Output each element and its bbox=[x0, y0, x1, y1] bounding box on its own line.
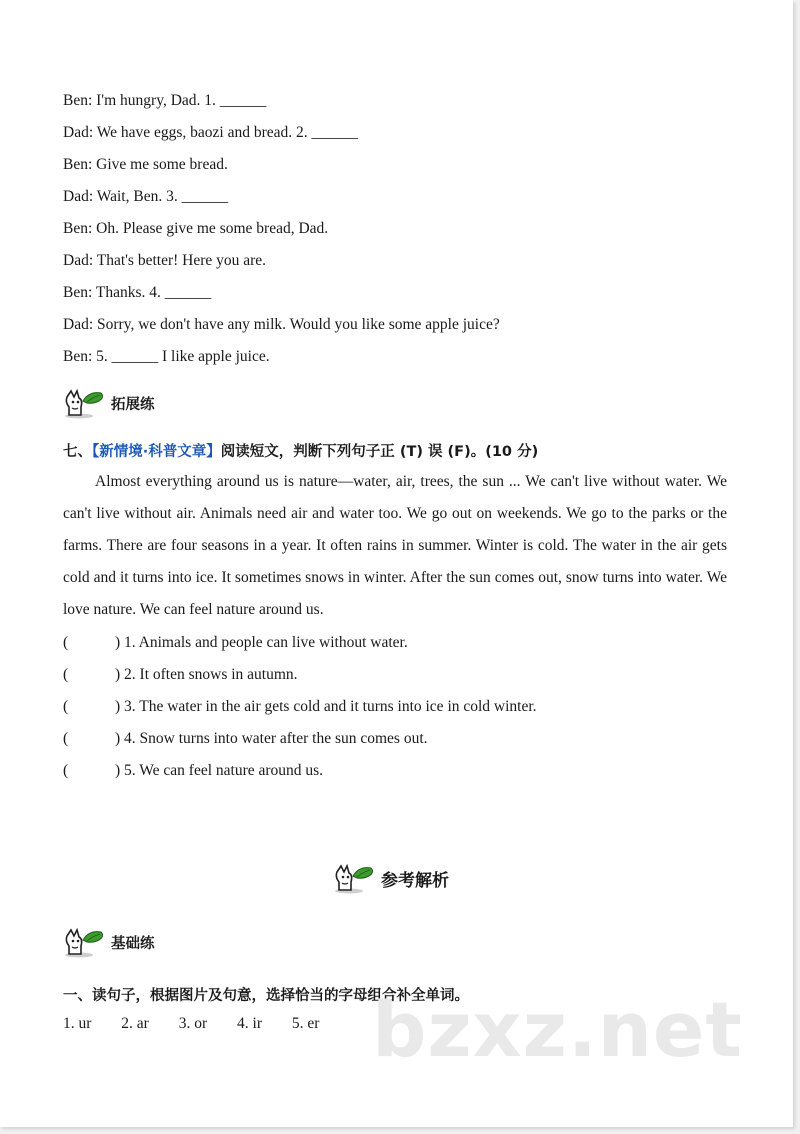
mascot-icon bbox=[333, 862, 377, 894]
dialogue-line-6: Dad: That's better! Here you are. bbox=[63, 252, 267, 269]
dialogue-line-3: Ben: Give me some bread. bbox=[63, 156, 228, 173]
section-heading-extension bbox=[63, 387, 155, 419]
section-heading-label: 拓展练 bbox=[111, 396, 155, 413]
dialogue-line-9: Ben: 5. ______ I like apple juice. bbox=[63, 348, 270, 365]
judgment-text: ) 3. The water in the air gets cold and it turns into ice in cold winter. bbox=[115, 698, 537, 715]
answer-list bbox=[63, 1015, 345, 1033]
answer-item: 3. or bbox=[178, 1015, 208, 1032]
judgment-text: ) 4. Snow turns into water after the sun comes out. bbox=[115, 730, 428, 747]
section-heading-basic bbox=[63, 926, 155, 958]
answer-item: 5. er bbox=[291, 1015, 320, 1032]
question-instruction: 阅读短文，判断下列句子正 (T) 误 (F)。(10 分) bbox=[220, 444, 539, 460]
judgment-item-5 bbox=[63, 762, 323, 780]
answer-blank[interactable]: ( bbox=[63, 762, 69, 779]
judgment-item-3 bbox=[63, 698, 537, 716]
question-tag: 【新情境·科普文章】 bbox=[92, 444, 221, 460]
watermark: bzxz.net bbox=[372, 985, 743, 1074]
dialogue-line-1: Ben: I'm hungry, Dad. 1. ______ bbox=[63, 92, 267, 109]
judgment-text: ) 2. It often snows in autumn. bbox=[115, 666, 298, 683]
answer-section-heading bbox=[333, 862, 449, 894]
dialogue-line-4: Dad: Wait, Ben. 3. ______ bbox=[63, 188, 229, 205]
question-1-title: 一、读句子，根据图片及句意，选择恰当的字母组合补全单词。 bbox=[63, 988, 469, 1004]
mascot-icon bbox=[63, 387, 107, 419]
judgment-item-1 bbox=[63, 634, 408, 652]
reading-passage: Almost everything around us is nature—water, air, trees, the sun ... We can't live without water. We can't live without air. Animals need air and water too. We go out on weekends. We go to the parks or the farms. There are four seasons in a year. It often rains in summer. Winter is cold. The water in the air gets cold and it turns into ice. It sometimes snows in winter. After the sun comes out, snow turns into water. We love nature. We can feel nature around us. bbox=[63, 473, 727, 618]
judgment-item-2 bbox=[63, 666, 298, 684]
answer-blank[interactable]: ( bbox=[63, 666, 69, 683]
answer-heading-label: 参考解析 bbox=[381, 870, 449, 891]
judgment-text: ) 5. We can feel nature around us. bbox=[115, 762, 324, 779]
answer-item: 4. ir bbox=[237, 1015, 262, 1032]
dialogue-line-2: Dad: We have eggs, baozi and bread. 2. ______ bbox=[63, 124, 359, 141]
question-number: 七、 bbox=[63, 444, 92, 460]
dialogue-line-7: Ben: Thanks. 4. ______ bbox=[63, 284, 212, 301]
mascot-icon bbox=[63, 926, 107, 958]
answer-item: 1. ur bbox=[63, 1015, 92, 1032]
answer-blank[interactable]: ( bbox=[63, 698, 69, 715]
answer-blank[interactable]: ( bbox=[63, 730, 69, 747]
section-heading-label: 基础练 bbox=[111, 935, 155, 952]
answer-item: 2. ar bbox=[121, 1015, 149, 1032]
question-7-title bbox=[63, 440, 538, 461]
judgment-text: ) 1. Animals and people can live without water. bbox=[115, 634, 408, 651]
dialogue-line-8: Dad: Sorry, we don't have any milk. Would you like some apple juice? bbox=[63, 316, 500, 333]
judgment-item-4 bbox=[63, 730, 428, 748]
dialogue-line-5: Ben: Oh. Please give me some bread, Dad. bbox=[63, 220, 329, 237]
answer-blank[interactable]: ( bbox=[63, 634, 69, 651]
